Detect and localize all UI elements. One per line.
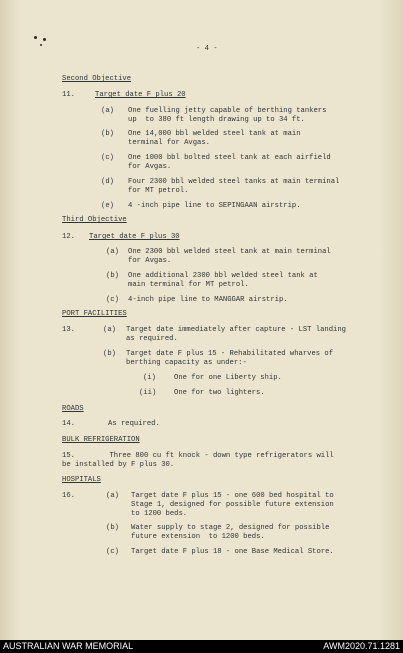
item-text: future extension to 1200 beds. xyxy=(131,533,265,541)
footer-accession-number: AWM2020.71.1281 xyxy=(323,641,400,651)
punch-mark xyxy=(34,36,37,39)
punch-mark xyxy=(43,38,46,41)
paragraph-number: 16. xyxy=(62,492,75,500)
paragraph-title: Target date F plus 30 xyxy=(89,233,180,241)
archive-footer xyxy=(0,640,403,653)
item-text: One 14,000 bbl welded steel tank at main xyxy=(128,130,301,138)
item-label: (b) xyxy=(106,272,119,280)
item-label: (a) xyxy=(106,492,119,500)
item-text: Target date immediately after capture - LST landing xyxy=(126,326,346,334)
item-label: (b) xyxy=(101,130,114,138)
item-text: One fuelling jetty capable of berthing tankers xyxy=(128,107,327,115)
item-text: terminal for Avgas. xyxy=(128,139,210,147)
paragraph-text: 15. Three 800 cu ft knock - down type refrigerators will xyxy=(62,452,334,460)
section-heading: ROADS xyxy=(62,405,84,413)
paragraph-number: 13. xyxy=(62,326,75,334)
paragraph-title: Target date F plus 20 xyxy=(95,91,186,99)
section-heading: Second Objective xyxy=(62,75,132,83)
section-heading: BULK REFRIGERATION xyxy=(62,436,140,444)
paragraph-number: 11. xyxy=(62,91,75,99)
item-text: for Avgas. xyxy=(128,257,172,265)
item-label: (b) xyxy=(103,350,116,358)
page-number: - 4 - xyxy=(196,45,218,53)
paragraph-number: 14. xyxy=(62,420,75,428)
item-text: One additional 2300 bbl welded steel tank at xyxy=(128,272,318,280)
sub-item-text: One for one Liberty ship. xyxy=(174,374,282,382)
section-heading: PORT FACILITIES xyxy=(62,310,127,318)
item-text: Stage 1, designed for possible future extension xyxy=(131,501,334,509)
paragraph-text: be installed by F plus 30. xyxy=(62,461,175,469)
item-text: 4-inch pipe line to MANGGAR airstrip. xyxy=(128,296,288,304)
punch-mark xyxy=(40,44,42,46)
item-text: for MT petrol. xyxy=(128,187,189,195)
item-text: for Avgas. xyxy=(128,163,172,171)
sub-item-text: One for two lighters. xyxy=(174,389,265,397)
item-label: (b) xyxy=(106,524,119,532)
item-text: One 1000 bbl bolted steel tank at each airfield xyxy=(128,154,331,162)
item-text: to 1200 beds. xyxy=(131,510,188,518)
item-text: One 2300 bbl welded steel tank at main terminal xyxy=(128,248,331,256)
section-heading: Third Objective xyxy=(62,216,127,224)
item-label: (d) xyxy=(101,178,114,186)
item-label: (c) xyxy=(101,154,114,162)
sub-item-label: (i) xyxy=(143,374,156,382)
item-text: as required. xyxy=(126,335,178,343)
item-text: berthing capacity as under:- xyxy=(126,359,247,367)
item-text: Water supply to stage 2, designed for possible xyxy=(131,524,330,532)
item-label: (c) xyxy=(106,548,119,556)
item-label: (e) xyxy=(101,202,114,210)
paragraph-text: As required. xyxy=(108,420,160,428)
item-label: (a) xyxy=(101,107,114,115)
item-text: main terminal for MT petrol. xyxy=(128,281,249,289)
paragraph-number: 12. xyxy=(62,233,75,241)
item-text: Four 2300 bbl welded steel tanks at main terminal xyxy=(128,178,340,186)
item-label: (a) xyxy=(103,326,116,334)
item-text: Target date F plus 18 - one Base Medical Store. xyxy=(131,548,334,556)
sub-item-label: (ii) xyxy=(139,389,157,397)
item-text: Target date F plus 15 - one 600 bed hospital to xyxy=(131,492,334,500)
section-heading: HOSPITALS xyxy=(62,476,101,484)
item-text: Target date F plus 15 - Rehabilitated wharves of xyxy=(126,350,334,358)
item-text: 4 -inch pipe line to SEPINGAAN airstrip. xyxy=(128,202,301,210)
item-text: up to 380 ft length drawing up to 34 ft. xyxy=(128,116,305,124)
item-label: (a) xyxy=(106,248,119,256)
footer-institution: AUSTRALIAN WAR MEMORIAL xyxy=(3,641,134,651)
item-label: (c) xyxy=(106,296,119,304)
